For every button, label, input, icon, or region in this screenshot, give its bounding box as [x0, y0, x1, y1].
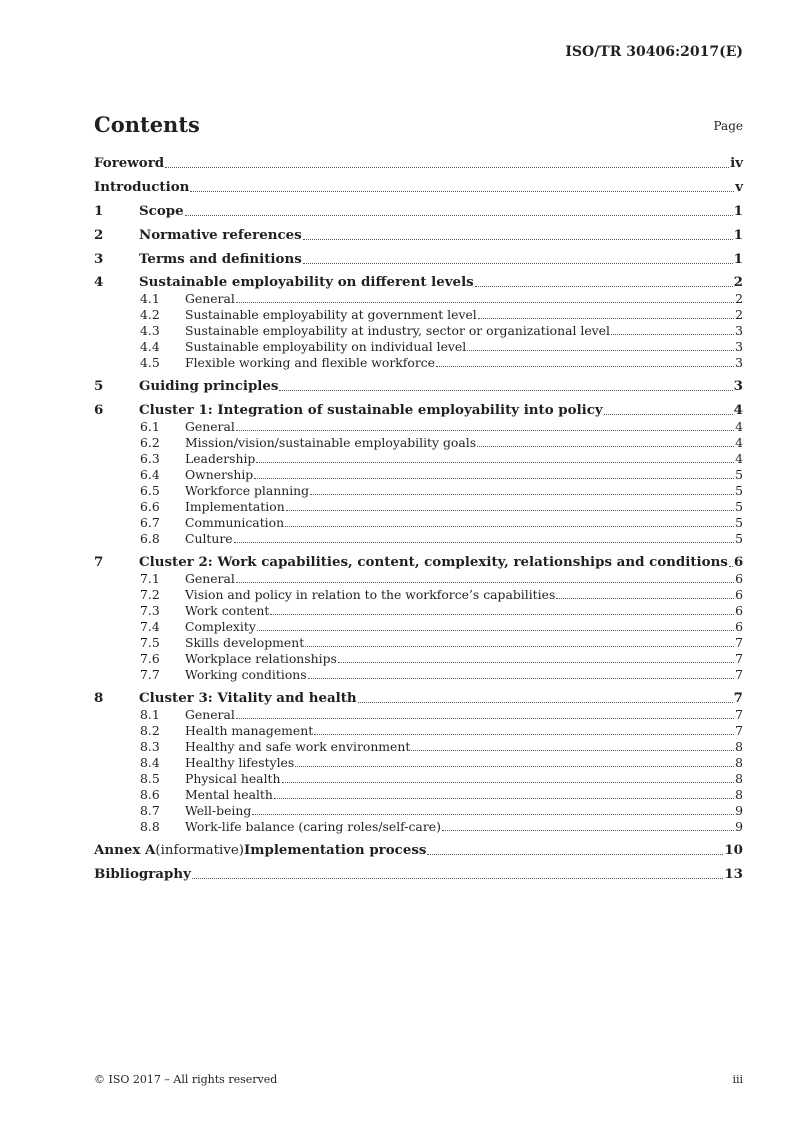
toc-entry-page: 5 — [735, 531, 743, 547]
toc-entry-title: Introduction — [94, 178, 190, 195]
toc-entry-number: 6.5 — [140, 483, 160, 499]
toc-entry[interactable] — [94, 787, 743, 803]
toc-entry-page: 7 — [733, 690, 743, 707]
toc-entry[interactable] — [94, 291, 743, 307]
toc-entry-page: 6 — [735, 619, 743, 635]
toc-entry-page: 7 — [735, 723, 743, 739]
document-id: ISO/TR 30406:2017(E) — [565, 44, 743, 60]
toc-entry[interactable] — [94, 866, 743, 883]
toc-entry-title: Cluster 1: Integration of sustainable employability into policy — [139, 402, 603, 419]
toc-entry[interactable] — [94, 690, 743, 707]
toc-entry-title: Implementation — [185, 499, 285, 515]
toc-entry-page: 7 — [735, 707, 743, 723]
toc-entry[interactable] — [94, 251, 743, 268]
toc-entry-number: 1 — [94, 202, 104, 219]
toc-entry[interactable] — [94, 603, 743, 619]
dot-leader — [286, 510, 734, 511]
toc-entry[interactable] — [94, 435, 743, 451]
dot-leader — [314, 734, 734, 735]
toc-entry-number: 6 — [94, 402, 104, 419]
toc-entry-number: 4.2 — [140, 307, 160, 323]
toc-entry-title: Health management — [185, 723, 314, 739]
toc-entry-page: iv — [730, 155, 743, 171]
toc-entry[interactable] — [94, 707, 743, 723]
toc-entry-page: 8 — [735, 755, 743, 771]
toc-entry-page: 13 — [724, 865, 743, 882]
toc-entry[interactable] — [94, 402, 743, 419]
dot-leader — [310, 494, 734, 495]
toc-entry-page: 3 — [735, 339, 743, 355]
dot-leader — [467, 350, 734, 351]
dot-leader — [556, 598, 734, 599]
dot-leader — [236, 302, 734, 303]
toc-entry-page: 10 — [724, 841, 743, 858]
dot-leader — [185, 215, 733, 216]
toc-entry-title: Work content — [185, 603, 270, 619]
page-number: iii — [732, 1073, 743, 1086]
toc-entry-title: Working conditions — [185, 667, 307, 683]
toc-entry-page: 8 — [735, 739, 743, 755]
toc-entry-title: Sustainable employability on different levels — [139, 274, 474, 291]
toc-entry[interactable] — [94, 554, 743, 571]
toc-entry-title: Guiding principles — [139, 378, 279, 395]
toc-entry-number: 7.2 — [140, 587, 160, 603]
toc-entry-page: 5 — [735, 499, 743, 515]
toc-entry-page: 8 — [735, 771, 743, 787]
toc-entry[interactable] — [94, 419, 743, 435]
toc-entry[interactable] — [94, 323, 743, 339]
toc-entry-number: 8.3 — [140, 739, 160, 755]
toc-entry-title: Ownership — [185, 467, 254, 483]
toc-entry-page: v — [735, 178, 743, 195]
toc-entry[interactable] — [94, 378, 743, 395]
toc-entry-title: General — [185, 291, 235, 307]
toc-entry-number: 7 — [94, 554, 104, 571]
annex-title: Implementation process — [244, 841, 427, 858]
toc-entry[interactable] — [94, 515, 743, 531]
dot-leader — [358, 702, 733, 703]
toc-entry[interactable] — [94, 451, 743, 467]
toc-entry-number: 4.3 — [140, 323, 160, 339]
toc-entry-title: Scope — [139, 202, 184, 219]
toc-entry[interactable] — [94, 307, 743, 323]
toc-entry-page: 3 — [735, 323, 743, 339]
toc-entry-number: 8.6 — [140, 787, 160, 803]
toc-entry-number: 7.5 — [140, 635, 160, 651]
dot-leader — [604, 414, 733, 415]
toc-entry-title: Well-being — [185, 803, 252, 819]
toc-entry-number: 7.6 — [140, 651, 160, 667]
toc-entry[interactable] — [94, 467, 743, 483]
toc-entry-number: 6.8 — [140, 531, 160, 547]
table-of-contents — [94, 155, 743, 883]
toc-entry[interactable] — [94, 723, 743, 739]
toc-entry-number: 3 — [94, 250, 104, 267]
toc-entry-title: Communication — [185, 515, 285, 531]
dot-leader — [270, 614, 734, 615]
dot-leader — [611, 334, 734, 335]
toc-entry[interactable] — [94, 587, 743, 603]
dot-leader — [475, 286, 733, 287]
toc-entry-number: 5 — [94, 378, 104, 395]
toc-entry-page: 6 — [735, 587, 743, 603]
page-column-label: Page — [713, 119, 743, 133]
toc-entry-number: 4.1 — [140, 291, 160, 307]
toc-entry[interactable] — [94, 339, 743, 355]
toc-entry-number: 6.2 — [140, 435, 160, 451]
toc-entry-page: 2 — [735, 307, 743, 323]
toc-entry-number: 7.3 — [140, 603, 160, 619]
toc-entry-title: Sustainable employability at government level — [185, 307, 477, 323]
toc-entry-title: Sustainable employability on individual level — [185, 339, 467, 355]
dot-leader — [236, 430, 734, 431]
toc-entry-title: Bibliography — [94, 865, 191, 882]
toc-entry[interactable] — [94, 619, 743, 635]
toc-entry-number: 8.7 — [140, 803, 160, 819]
dot-leader — [254, 478, 734, 479]
toc-entry-number: 6.3 — [140, 451, 160, 467]
toc-entry[interactable] — [94, 155, 743, 172]
dot-leader — [190, 191, 734, 192]
toc-entry[interactable] — [94, 651, 743, 667]
toc-entry[interactable] — [94, 842, 743, 859]
toc-entry-page: 7 — [735, 635, 743, 651]
toc-entry-title: Workplace relationships — [185, 651, 337, 667]
dot-leader — [338, 662, 734, 663]
toc-entry-title: General — [185, 707, 235, 723]
toc-entry[interactable] — [94, 819, 743, 835]
toc-entry-title: Annex A — [94, 841, 156, 858]
toc-entry-number: 7.1 — [140, 571, 160, 587]
dot-leader — [256, 462, 734, 463]
toc-entry[interactable] — [94, 531, 743, 547]
dot-leader — [295, 766, 734, 767]
dot-leader — [303, 263, 733, 264]
dot-leader — [274, 798, 734, 799]
toc-entry-number: 4.4 — [140, 339, 160, 355]
toc-entry-page: 1 — [733, 250, 743, 267]
toc-entry[interactable] — [94, 803, 743, 819]
toc-entry[interactable] — [94, 755, 743, 771]
toc-entry-title: Cluster 2: Work capabilities, content, complexity, relationships and conditions — [139, 554, 728, 571]
toc-entry-title: Physical health — [185, 771, 281, 787]
toc-entry-page: 5 — [735, 515, 743, 531]
toc-entry-page: 8 — [735, 787, 743, 803]
toc-entry-page: 9 — [735, 803, 743, 819]
dot-leader — [303, 239, 733, 240]
toc-entry[interactable] — [94, 571, 743, 587]
toc-entry[interactable] — [94, 274, 743, 291]
dot-leader — [285, 526, 734, 527]
dot-leader — [729, 566, 733, 567]
toc-entry-title: Sustainable employability at industry, sector or organizational level — [185, 323, 610, 339]
dot-leader — [427, 854, 723, 855]
toc-entry-number: 8.2 — [140, 723, 160, 739]
toc-entry-title: Normative references — [139, 226, 302, 243]
toc-entry-number: 4.5 — [140, 355, 160, 371]
toc-entry-page: 6 — [735, 603, 743, 619]
dot-leader — [411, 750, 734, 751]
toc-entry-page: 4 — [733, 402, 743, 419]
toc-entry-title: General — [185, 419, 235, 435]
toc-entry-number: 8.1 — [140, 707, 160, 723]
dot-leader — [257, 630, 734, 631]
toc-entry-title: Leadership — [185, 451, 256, 467]
toc-entry-page: 2 — [735, 291, 743, 307]
toc-entry[interactable] — [94, 499, 743, 515]
toc-entry-title: Vision and policy in relation to the workforce’s capabilities — [185, 587, 556, 603]
toc-entry-title: Work-life balance (caring roles/self-care) — [185, 819, 441, 835]
toc-entry-page: 1 — [733, 226, 743, 243]
toc-entry-title: Workforce planning — [185, 483, 310, 499]
toc-entry[interactable] — [94, 771, 743, 787]
toc-entry-page: 7 — [735, 667, 743, 683]
toc-entry-page: 6 — [733, 554, 744, 571]
toc-entry-page: 2 — [733, 274, 743, 291]
toc-entry-page: 5 — [735, 467, 743, 483]
toc-entry[interactable] — [94, 483, 743, 499]
dot-leader — [279, 390, 732, 391]
toc-entry-page: 3 — [735, 355, 743, 371]
copyright-notice: © ISO 2017 – All rights reserved — [94, 1073, 278, 1086]
toc-entry[interactable] — [94, 179, 743, 196]
toc-entry-page: 5 — [735, 483, 743, 499]
dot-leader — [436, 366, 734, 367]
toc-entry-page: 7 — [735, 651, 743, 667]
toc-entry-number: 8.8 — [140, 819, 160, 835]
contents-title: Contents — [94, 112, 200, 137]
toc-entry[interactable] — [94, 739, 743, 755]
toc-entry[interactable] — [94, 355, 743, 371]
dot-leader — [236, 718, 734, 719]
toc-entry-title: Flexible working and flexible workforce — [185, 355, 436, 371]
toc-entry-page: 4 — [735, 435, 743, 451]
toc-entry[interactable] — [94, 667, 743, 683]
toc-entry-title: Complexity — [185, 619, 256, 635]
dot-leader — [478, 318, 734, 319]
dot-leader — [192, 878, 724, 879]
toc-entry[interactable] — [94, 203, 743, 220]
toc-entry-title: Culture — [185, 531, 233, 547]
toc-entry-page: 6 — [735, 571, 743, 587]
dot-leader — [236, 582, 734, 583]
toc-entry-title: Skills development — [185, 635, 305, 651]
dot-leader — [442, 830, 734, 831]
toc-entry-number: 8.5 — [140, 771, 160, 787]
toc-entry-page: 3 — [733, 378, 743, 395]
toc-entry-number: 2 — [94, 226, 104, 243]
toc-entry-title: Healthy lifestyles — [185, 755, 295, 771]
toc-entry-page: 4 — [735, 419, 743, 435]
toc-entry-title: General — [185, 571, 235, 587]
annex-type-note: (informative) — [155, 842, 245, 858]
dot-leader — [165, 167, 729, 168]
toc-entry[interactable] — [94, 635, 743, 651]
toc-entry-number: 7.7 — [140, 667, 160, 683]
toc-entry-title: Mission/vision/sustainable employability goals — [185, 435, 477, 451]
toc-entry-number: 6.6 — [140, 499, 160, 515]
dot-leader — [282, 782, 735, 783]
toc-entry-number: 8.4 — [140, 755, 160, 771]
toc-entry-title: Terms and definitions — [139, 250, 302, 267]
dot-leader — [308, 678, 734, 679]
toc-entry-number: 6.1 — [140, 419, 160, 435]
toc-entry-number: 6.7 — [140, 515, 160, 531]
toc-entry-title: Healthy and safe work environment — [185, 739, 411, 755]
toc-entry-page: 1 — [733, 202, 743, 219]
toc-entry-page: 9 — [735, 819, 743, 835]
toc-entry-page: 4 — [735, 451, 743, 467]
dot-leader — [234, 542, 734, 543]
toc-entry-number: 8 — [94, 690, 104, 707]
toc-entry-title: Mental health — [185, 787, 273, 803]
toc-entry-number: 6.4 — [140, 467, 160, 483]
toc-entry-title: Cluster 3: Vitality and health — [139, 690, 357, 707]
toc-entry-number: 4 — [94, 274, 104, 291]
toc-entry[interactable] — [94, 227, 743, 244]
dot-leader — [252, 814, 734, 815]
toc-entry-number: 7.4 — [140, 619, 160, 635]
dot-leader — [477, 446, 734, 447]
dot-leader — [305, 646, 734, 647]
toc-entry-title: Foreword — [94, 155, 165, 171]
